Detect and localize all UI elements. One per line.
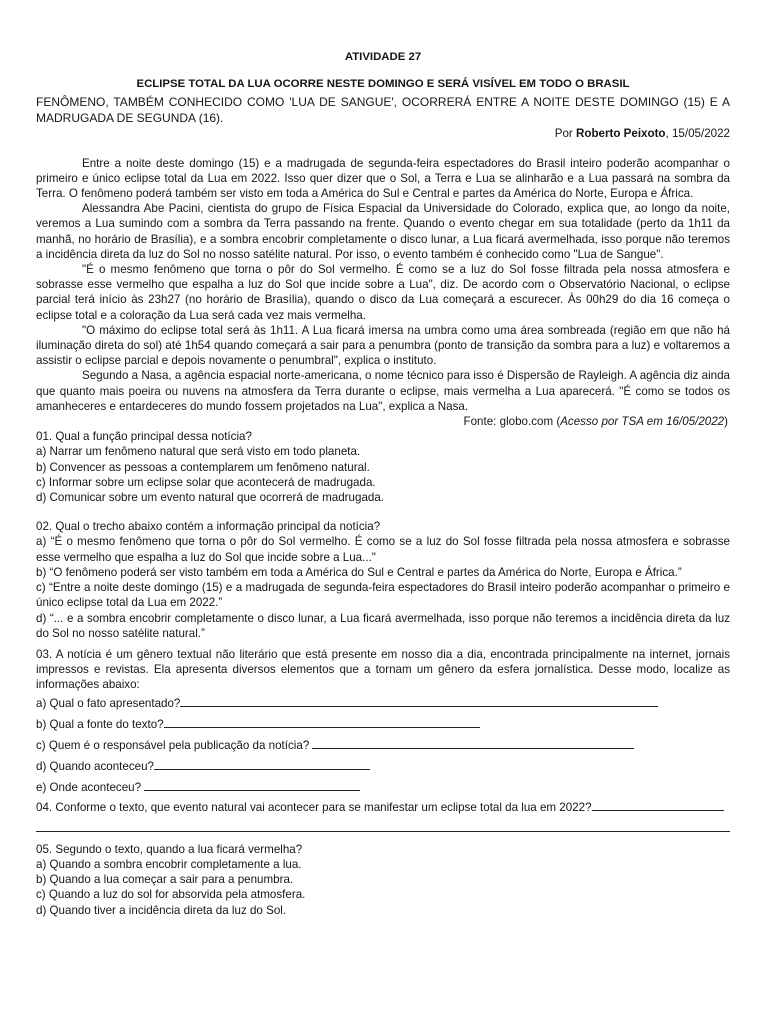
article-paragraph: Entre a noite deste domingo (15) e a madrugada de segunda-feira espectadores do Brasil inteiro poderão acompanhar o primeiro e único eclipse total da Lua em 2022. Isso quer dizer que o Sol, a Terra e Lua se alinharão e a Lua passará na sombra da Terra. O fenômeno poderá também ser visto em toda a América do Sul e Central e partes da América do Norte, Europa e África. — [36, 156, 730, 201]
article-paragraph: "O máximo do eclipse total será às 1h11. A Lua ficará imersa na umbra como uma área sombreada (região em que não há iluminação direta do sol) até 1h54 quando começará a sair para a penumbra (ponto de transição da sombra para a luz) e voltaremos a assistir o eclipse parcial e depois novamente o penumbral", explica o instituto. — [36, 323, 730, 368]
answer-line-event-inline[interactable] — [592, 798, 724, 811]
question-5-stem: 05. Segundo o texto, quando a lua ficará vermelha? — [36, 842, 303, 856]
question-5 — [36, 842, 730, 918]
question-3-item-d — [36, 756, 730, 777]
activity-title: ATIVIDADE 27 — [344, 51, 422, 63]
question-2-option-b: b) “O fenômeno poderá ser visto também em toda a América do Sul e Central e partes da América do Norte, Europa e África.” — [36, 565, 682, 579]
question-2-option-c: c) “Entre a noite deste domingo (15) e a madrugada de segunda-feira espectadores do Brasil inteiro poderão acompanhar o primeiro e único eclipse total da Lua em 2022.” — [36, 581, 730, 610]
article-paragraph: Alessandra Abe Pacini, cientista do grupo de Física Espacial da Universidade do Colorado, explica que, ao longo da noite, veremos a Lua sumindo com a sombra da Terra passando na frente. Quando o evento chegar em sua totalidade (perto da 1h11 da manhã, no horário de Brasília), e a sombra encobrir completamente o disco lunar, a Lua ficará avermelhada, isso porque não teremos a incidência direta da luz do Sol no nosso satélite natural. Por isso, o evento também é conhecido como "Lua de Sangue". — [36, 202, 730, 261]
source-access-note: Acesso por TSA em 16/05/2022 — [560, 415, 725, 429]
answer-line-when[interactable] — [154, 756, 370, 770]
worksheet-page — [36, 50, 730, 918]
source-prefix: Fonte: globo.com ( — [463, 415, 561, 429]
article-paragraph: Segundo a Nasa, a agência espacial norte-americana, o nome técnico para isso é Dispersão de Rayleigh. A agência diz ainda que quanto mais poeira ou nuvens na atmosfera da Terra durante o eclipse, mais vermelha a Lua aparecerá. "É como se todos os amanheceres e entardeceres do mundo fossem projetados na Lua", explica a Nasa. — [36, 369, 730, 413]
question-4-stem — [36, 798, 730, 815]
question-3-item-e-label: e) Onde aconteceu? — [36, 780, 145, 794]
question-1-stem: 01. Qual a função principal dessa notícia? — [36, 430, 252, 444]
question-3-item-d-label: d) Quando aconteceu? — [36, 759, 154, 773]
news-article — [36, 156, 730, 414]
author-name: Roberto Peixoto — [575, 127, 666, 141]
question-3-stem: 03. A notícia é um gênero textual não literário que está presente em nosso dia a dia, encontrada principalmente na internet, jornais impressos e revistas. Ela apresenta diversos elementos que a tornam um gênero da esfera jornalística. Desse modo, localize as informações abaixo: — [36, 647, 730, 692]
question-3-item-a-label: a) Qual o fato apresentado? — [36, 696, 181, 710]
question-3-item-c-label: c) Quem é o responsável pela publicação da notícia? — [36, 738, 313, 752]
source-suffix: ) — [724, 415, 728, 429]
question-5-option-d: d) Quando tiver a incidência direta da luz do Sol. — [36, 903, 287, 917]
article-paragraph: "É o mesmo fenômeno que torna o pôr do Sol vermelho. É como se a luz do Sol fosse filtrada pela nossa atmosfera e sobrasse esse vermelho que espalha a luz do Sol que incide sobre a Lua", diz. De acordo com o Observatório Nacional, o eclipse parcial terá início às 23h27 (no horário de Brasília), quando o disco da Lua começará a escurecer. Às 00h29 do dia 16 começa o eclipse total e a coloração da Lua será cada vez mais vermelha. — [36, 263, 730, 322]
question-1 — [36, 429, 730, 505]
question-3-item-a — [36, 693, 730, 714]
question-5-option-a: a) Quando a sombra encobrir completamente a lua. — [36, 857, 302, 871]
question-1-option-b: b) Convencer as pessoas a contemplarem um fenômeno natural. — [36, 460, 370, 474]
question-1-option-d: d) Comunicar sobre um evento natural que ocorrerá de madrugada. — [36, 491, 385, 505]
news-subtitle: FENÔMENO, TAMBÉM CONHECIDO COMO 'LUA DE SANGUE', OCORRERÁ ENTRE A NOITE DESTE DOMINGO (15) E A MADRUGADA DE SEGUNDA (16). — [36, 95, 730, 125]
question-3 — [36, 647, 730, 798]
article-source — [36, 414, 730, 429]
question-5-option-b: b) Quando a lua começar a sair para a penumbra. — [36, 873, 294, 887]
question-4 — [36, 798, 730, 832]
answer-line-where[interactable] — [144, 777, 360, 791]
question-4-stem-text: 04. Conforme o texto, que evento natural vai acontecer para se manifestar um eclipse total da lua em 2022? — [36, 800, 592, 814]
byline — [36, 126, 730, 141]
news-headline: ECLIPSE TOTAL DA LUA OCORRE NESTE DOMINGO E SERÁ VISÍVEL EM TODO O BRASIL — [136, 78, 630, 91]
question-3-item-e — [36, 777, 730, 798]
question-2-option-d: d) “... e a sombra encobrir completamente o disco lunar, a Lua ficará avermelhada, isso porque não teremos a incidência direta da luz do Sol no nosso satélite natural.” — [36, 611, 730, 640]
question-3-item-b-label: b) Qual a fonte do texto? — [36, 717, 164, 731]
answer-line-event[interactable] — [36, 815, 730, 832]
question-2 — [36, 519, 730, 641]
byline-prefix: Por — [554, 127, 576, 141]
answer-line-fact[interactable] — [180, 693, 658, 707]
answer-line-publisher[interactable] — [312, 735, 634, 749]
question-3-item-b — [36, 714, 730, 735]
question-5-option-c: c) Quando a luz do sol for absorvida pela atmosfera. — [36, 888, 306, 902]
answer-line-source[interactable] — [164, 714, 480, 728]
question-1-option-a: a) Narrar um fenômeno natural que será visto em todo planeta. — [36, 445, 361, 459]
byline-date: , 15/05/2022 — [665, 127, 730, 141]
question-2-stem: 02. Qual o trecho abaixo contém a informação principal da notícia? — [36, 520, 381, 534]
question-2-option-a: a) “É o mesmo fenômeno que torna o pôr do Sol vermelho. É como se a luz do Sol fosse filtrada pela nossa atmosfera e sobrasse esse vermelho que espalha a luz do Sol que incide sobre a Lua..." — [36, 535, 730, 564]
question-3-item-c — [36, 735, 730, 756]
question-1-option-c: c) Informar sobre um eclipse solar que acontecerá de madrugada. — [36, 475, 376, 489]
